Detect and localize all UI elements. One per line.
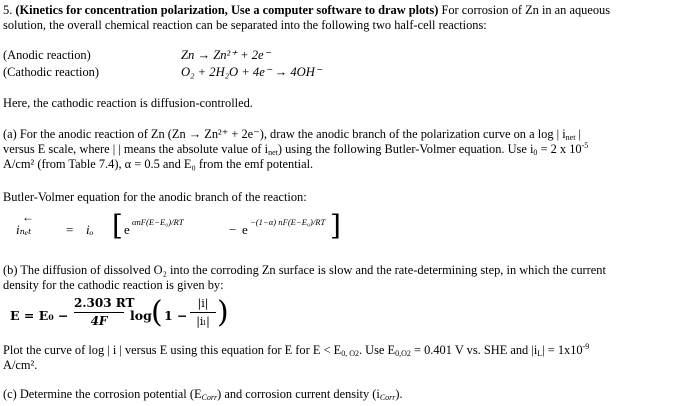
plot-sub-3: L	[537, 349, 543, 358]
part-a-line-3: A/cm² (from Table 7.4), α = 0.5 and E₀ from the emf potential.	[3, 157, 314, 171]
cp-numerator: 2.303 RT	[74, 296, 135, 310]
cp-inner-fraction	[190, 296, 216, 329]
part-a-text-2: versus E scale, where | | means the absolute value of i	[3, 142, 269, 156]
part-a-sub-net-2: net	[268, 148, 278, 157]
bv-equals: =	[66, 222, 74, 237]
part-a-text-2-end2: = 2 x 10	[537, 142, 582, 156]
part-a-sub-0: 0	[533, 148, 538, 157]
problem-title: (Kinetics for concentration polarization, Use a computer software to draw plots)	[15, 3, 439, 17]
part-c-end: ).	[395, 387, 403, 401]
plot-instruction-line-1	[3, 343, 589, 358]
bv-io: iₒ	[86, 222, 94, 237]
concentration-polarization-equation	[10, 296, 250, 340]
bv-lhs: iₙₑₜ	[16, 222, 32, 237]
cp-paren-right: )	[217, 295, 229, 330]
part-a-text-1-end: |	[575, 127, 582, 141]
problem-line-2: solution, the overall chemical reaction can be separated into the following two half-cell reactions:	[3, 18, 487, 32]
part-a-text-2-end: ) using the following Butler-Volmer equation. Use i	[277, 142, 534, 156]
vector-arrow-icon: ←	[22, 210, 34, 224]
cp-inner-numerator: |i|	[197, 297, 209, 310]
cp-log: log	[130, 308, 152, 323]
plot-sub-1: 0, O2	[341, 349, 359, 358]
part-a-text-1: (a) For the anodic reaction of Zn (Zn → Zn²⁺ + 2e⁻), draw the anodic branch of the polarization curve on a log | i	[3, 127, 566, 141]
problem-intro-1: For corrosion of Zn in an aqueous	[438, 3, 611, 17]
plot-text-c: = 0.401 V vs. SHE and |i	[410, 343, 538, 357]
plot-text-d: | = 1x10	[542, 343, 583, 357]
butler-volmer-equation	[16, 209, 346, 246]
plot-instruction-line-2: A/cm².	[3, 358, 38, 372]
plot-sub-2: 0,O2	[395, 349, 411, 358]
cp-fraction-bar	[74, 312, 124, 313]
cp-paren-left: (	[151, 295, 163, 330]
bv-heading: Butler-Volmer equation for the anodic branch of the reaction:	[3, 190, 307, 204]
anodic-equation: Zn → Zn²⁺ + 2e⁻	[181, 48, 271, 62]
part-c-sub-1: Corr	[201, 393, 218, 402]
part-c-mid: ) and corrosion current density (i	[217, 387, 380, 401]
bv-exp-base-1: e	[124, 222, 130, 237]
bv-bracket-left: [	[112, 209, 123, 242]
part-b-line-2: density for the cathodic reaction is given by:	[3, 278, 224, 292]
cp-lhs: E = E₀ −	[10, 308, 69, 323]
bv-exponent-2: −(1−α) nF(E−E₀)/RT	[250, 217, 326, 227]
cp-inner-bar	[190, 312, 216, 313]
part-a-line-2	[3, 142, 588, 157]
cathodic-equation: O₂ + 2H₂O + 4e⁻ → 4OH⁻	[181, 65, 322, 79]
bv-bracket-right: ]	[330, 209, 341, 242]
cp-one-minus: 1 −	[164, 308, 188, 323]
plot-sup: -9	[582, 342, 590, 351]
part-c-text: (c) Determine the corrosion potential (E	[3, 387, 202, 401]
bv-exponent-1: αnF(E−E₀)/RT	[132, 217, 184, 227]
part-a-sup-exp: -5	[581, 141, 589, 150]
cp-inner-denominator: |iₗ|	[196, 315, 210, 328]
cathodic-label: (Cathodic reaction)	[3, 65, 99, 79]
problem-line-1	[3, 3, 610, 18]
problem-number: 5.	[3, 3, 13, 17]
cp-denominator: 4F	[90, 314, 108, 328]
part-b-line-1: (b) The diffusion of dissolved O₂ into the corroding Zn surface is slow and the rate-determining step, in which the current	[3, 263, 606, 277]
bv-exp-base-2: e	[242, 222, 248, 237]
part-a-line-1	[3, 127, 581, 142]
bv-minus: −	[229, 222, 237, 237]
part-c-sub-2: Corr	[379, 393, 396, 402]
plot-text-a: Plot the curve of log | i | versus E using this equation for E for E < E	[3, 343, 342, 357]
diffusion-note: Here, the cathodic reaction is diffusion-controlled.	[3, 96, 253, 110]
part-a-sub-net: net	[565, 133, 576, 142]
part-c-line	[3, 387, 403, 402]
anodic-label: (Anodic reaction)	[3, 48, 91, 62]
plot-text-b: . Use E	[358, 343, 396, 357]
cp-fraction	[74, 296, 135, 329]
